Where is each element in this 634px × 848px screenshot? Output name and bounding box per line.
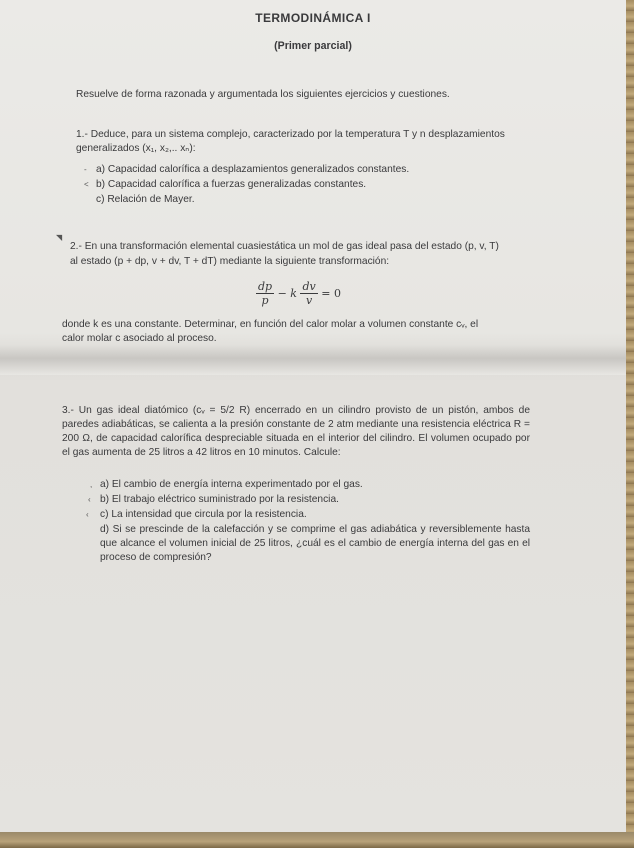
pencil-mark: ,: [90, 480, 93, 489]
q2-after-line-2: calor molar c asociado al proceso.: [62, 333, 217, 344]
desk-surface: [0, 832, 634, 848]
instructions-text: Resuelve de forma razonada y argumentada los siguientes ejercicios y cuestiones.: [76, 89, 450, 100]
eq-fraction-2: [300, 280, 317, 307]
pencil-mark: <: [84, 180, 89, 189]
eq-operator: − k: [277, 287, 297, 300]
q3-item-b: b) El trabajo eléctrico suministrado por la resistencia.: [100, 494, 339, 505]
q2-line-1: 2.- En una transformación elemental cuasiestática un mol de gas ideal pasa del estado (p, v, T): [70, 241, 499, 252]
paper-fold: [0, 345, 626, 375]
q2-after-line-1: donde k es una constante. Determinar, en función del calor molar a volumen constante cᵥ, el: [62, 319, 479, 330]
pencil-mark: ‹: [86, 510, 89, 519]
eq-numerator-1: dp: [258, 280, 273, 293]
eq-fraction-1: [256, 280, 274, 307]
eq-denominator-1: p: [261, 294, 269, 307]
page-subtitle: (Primer parcial): [274, 40, 352, 52]
eq-rhs: = 0: [321, 287, 341, 300]
q3-item-c: c) La intensidad que circula por la resistencia.: [100, 509, 307, 520]
q1-item-a: a) Capacidad calorífica a desplazamientos generalizados constantes.: [96, 164, 410, 175]
pencil-mark: ‹: [88, 495, 91, 504]
q1-item-b: b) Capacidad calorífica a fuerzas generalizadas constantes.: [96, 179, 367, 190]
eq-denominator-2: v: [306, 294, 313, 307]
q3-item-d: d) Si se prescinde de la calefacción y se comprime el gas adiabática y reversiblemente hasta que alcance el volumen inicial de 25 litros, ¿cuál es el cambio de energía interna del gas en el proceso de compresión?: [100, 524, 530, 563]
q1-line-2: generalizados (x₁, x₂,.. xₙ):: [76, 143, 196, 154]
q1-line-1: 1.- Deduce, para un sistema complejo, caracterizado por la temperatura T y n desplazamientos: [76, 129, 505, 140]
pencil-mark: -: [84, 165, 87, 174]
q3-item-a: a) El cambio de energía interna experimentado por el gas.: [100, 479, 363, 490]
eq-numerator-2: dv: [302, 280, 316, 293]
pencil-mark: ◥: [56, 233, 63, 242]
q1-item-c: c) Relación de Mayer.: [96, 194, 195, 205]
page-title: TERMODINÁMICA I: [255, 11, 371, 25]
q2-equation: [256, 280, 341, 307]
q2-line-2: al estado (p + dp, v + dv, T + dT) mediante la siguiente transformación:: [70, 256, 390, 267]
page-edge-right: [626, 0, 634, 848]
q3-paragraph: 3.- Un gas ideal diatómico (cᵥ = 5/2 R) encerrado en un cilindro provisto de un pistón, ambos de paredes adiabáticas, se calienta a la presión constante de 2 atm mediante una resistencia eléctrica R = 200 Ω, de capacidad calorífica despreciable situada en el interior del cilindro. El volumen ocupado por el gas aumenta de 25 litros a 42 litros en 10 minutos. Calcule:: [62, 405, 530, 458]
